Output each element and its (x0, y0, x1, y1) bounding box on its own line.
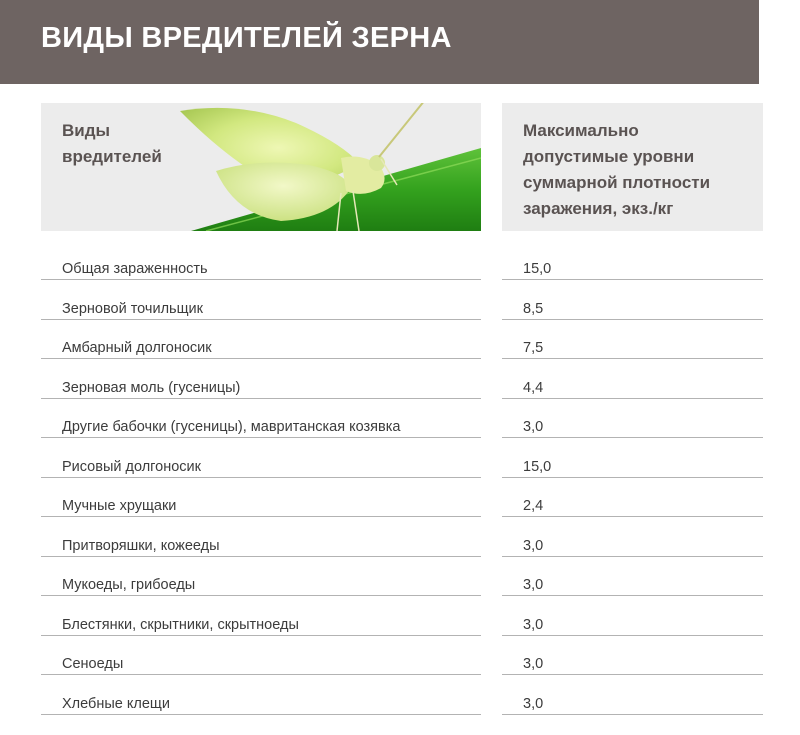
table-row-name (41, 636, 481, 675)
pest-name: Рисовый долгоносик (62, 459, 201, 475)
header-species (41, 103, 481, 231)
table-row-value (502, 281, 763, 320)
pest-name: Хлебные клещи (62, 696, 170, 712)
table-row-value (502, 360, 763, 399)
title-bar (0, 0, 759, 84)
density-value: 3,0 (523, 617, 544, 633)
table-row-name (41, 281, 481, 320)
header-species-label: Виды вредителей (62, 121, 162, 166)
table-row-name (41, 597, 481, 636)
table-row-value (502, 676, 763, 715)
density-value: 7,5 (523, 340, 544, 356)
density-value: 3,0 (523, 656, 544, 672)
pest-name: Другие бабочки (гусеницы), мавританская козявка (62, 419, 401, 435)
pest-name: Зерновая моль (гусеницы) (62, 380, 241, 396)
pest-name: Зерновой точильщик (62, 301, 203, 317)
pest-name: Сеноеды (62, 656, 124, 672)
pest-name: Амбарный долгоносик (62, 340, 212, 356)
table-row-value (502, 241, 763, 280)
density-value: 3,0 (523, 577, 544, 593)
table-row-name (41, 518, 481, 557)
table-row-value (502, 399, 763, 438)
table-row-name (41, 241, 481, 280)
density-value: 3,0 (523, 538, 544, 554)
table-row-value (502, 557, 763, 596)
table-row-name (41, 320, 481, 359)
pest-name: Общая зараженность (62, 261, 208, 277)
density-value: 8,5 (523, 301, 544, 317)
table-row-value (502, 320, 763, 359)
table-row-name (41, 478, 481, 517)
table-row-name (41, 676, 481, 715)
table-row-value (502, 518, 763, 557)
density-value: 4,4 (523, 380, 544, 396)
table-row-name (41, 399, 481, 438)
density-value: 15,0 (523, 261, 552, 277)
table-row-name (41, 439, 481, 478)
header-density (502, 103, 763, 231)
table-row-name (41, 360, 481, 399)
pest-name: Притворяшки, кожееды (62, 538, 220, 554)
page-title: ВИДЫ ВРЕДИТЕЛЕЙ ЗЕРНА (41, 22, 452, 54)
density-value: 2,4 (523, 498, 544, 514)
pest-name: Мукоеды, грибоеды (62, 577, 196, 593)
pest-name: Мучные хрущаки (62, 498, 177, 514)
density-value: 15,0 (523, 459, 552, 475)
table-row-value (502, 439, 763, 478)
header-density-label: Максимально допустимые уровни суммарной плотности заражения, экз./кг (523, 121, 711, 218)
table-row-value (502, 597, 763, 636)
pest-name: Блестянки, скрытники, скрытноеды (62, 617, 299, 633)
table-row-name (41, 557, 481, 596)
density-value: 3,0 (523, 419, 544, 435)
table-row-value (502, 636, 763, 675)
density-value: 3,0 (523, 696, 544, 712)
table-row-value (502, 478, 763, 517)
